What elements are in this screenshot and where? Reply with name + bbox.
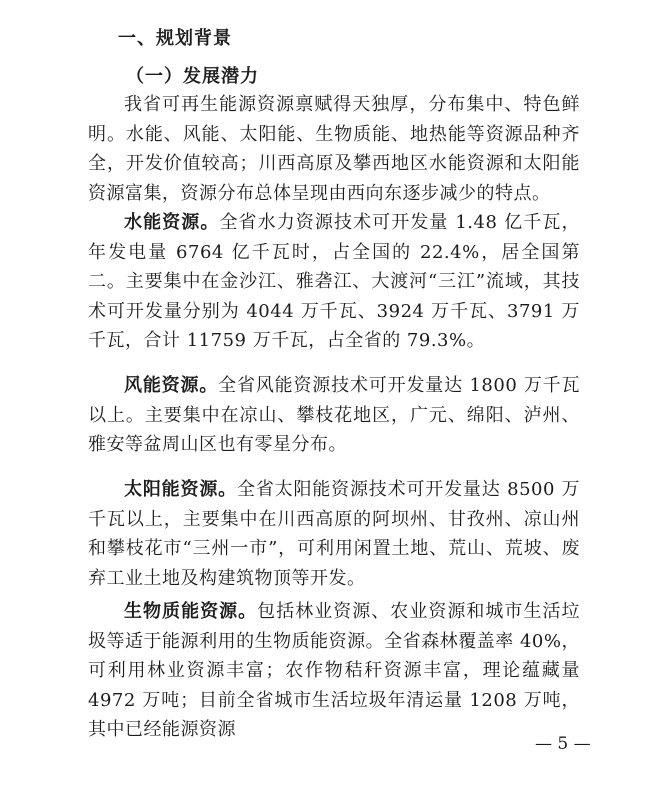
- paragraph-wind: [88, 371, 580, 460]
- page-number: — 5 —: [535, 734, 591, 754]
- paragraph-biomass: [88, 597, 580, 745]
- paragraph-text: 包括林业资源、农业资源和城市生活垃圾等适于能源利用的生物质能资源。全省森林覆盖率 40%，可利用林业资源丰富；农作物秸秆资源丰富，理论蕴藏量 4972 万吨；目前全省城市生活垃圾年清运量 1208 万吨，其中已经能源资源: [88, 601, 581, 740]
- paragraph-text: 全省风能资源技术可开发量达 1800 万千瓦以上。主要集中在凉山、攀枝花地区，广元、绵阳、泸州、雅安等盆周山区也有零星分布。: [88, 375, 580, 455]
- section-heading: 一、规划背景: [118, 28, 232, 49]
- paragraph-lead: 风能资源。: [124, 375, 219, 396]
- paragraph-lead: 太阳能资源。: [124, 479, 237, 500]
- paragraph-hydro: [88, 208, 580, 356]
- paragraph-intro: [88, 90, 580, 208]
- paragraph-solar: [88, 475, 580, 593]
- paragraph-text: 我省可再生能源资源禀赋得天独厚，分布集中、特色鲜明。水能、风能、太阳能、生物质能、地热能等资源品种齐全，开发价值较高；川西高原及攀西地区水能资源和太阳能资源富集，资源分布总体呈现由西向东逐步减少的特点。: [88, 94, 580, 204]
- paragraph-lead: 生物质能资源。: [124, 601, 258, 622]
- subsection-heading: （一）发展潜力: [126, 66, 259, 87]
- paragraph-text: 全省水力资源技术可开发量 1.48 亿千瓦，年发电量 6764 亿千瓦时，占全国的 22.4%，居全国第二。主要集中在金沙江、雅砻江、大渡河“三江”流域，其技术可开发量分别为 4044 万千瓦、3924 万千瓦、3791 万千瓦，合计 11759 万千瓦，占全省的 79.3%。: [88, 212, 580, 351]
- paragraph-lead: 水能资源。: [124, 212, 220, 233]
- paragraph-text: 全省太阳能资源技术可开发量达 8500 万千瓦以上，主要集中在川西高原的阿坝州、甘孜州、凉山州和攀枝花市“三州一市”，可利用闲置土地、荒山、荒坡、废弃工业土地及构建筑物顶等开发。: [88, 479, 580, 589]
